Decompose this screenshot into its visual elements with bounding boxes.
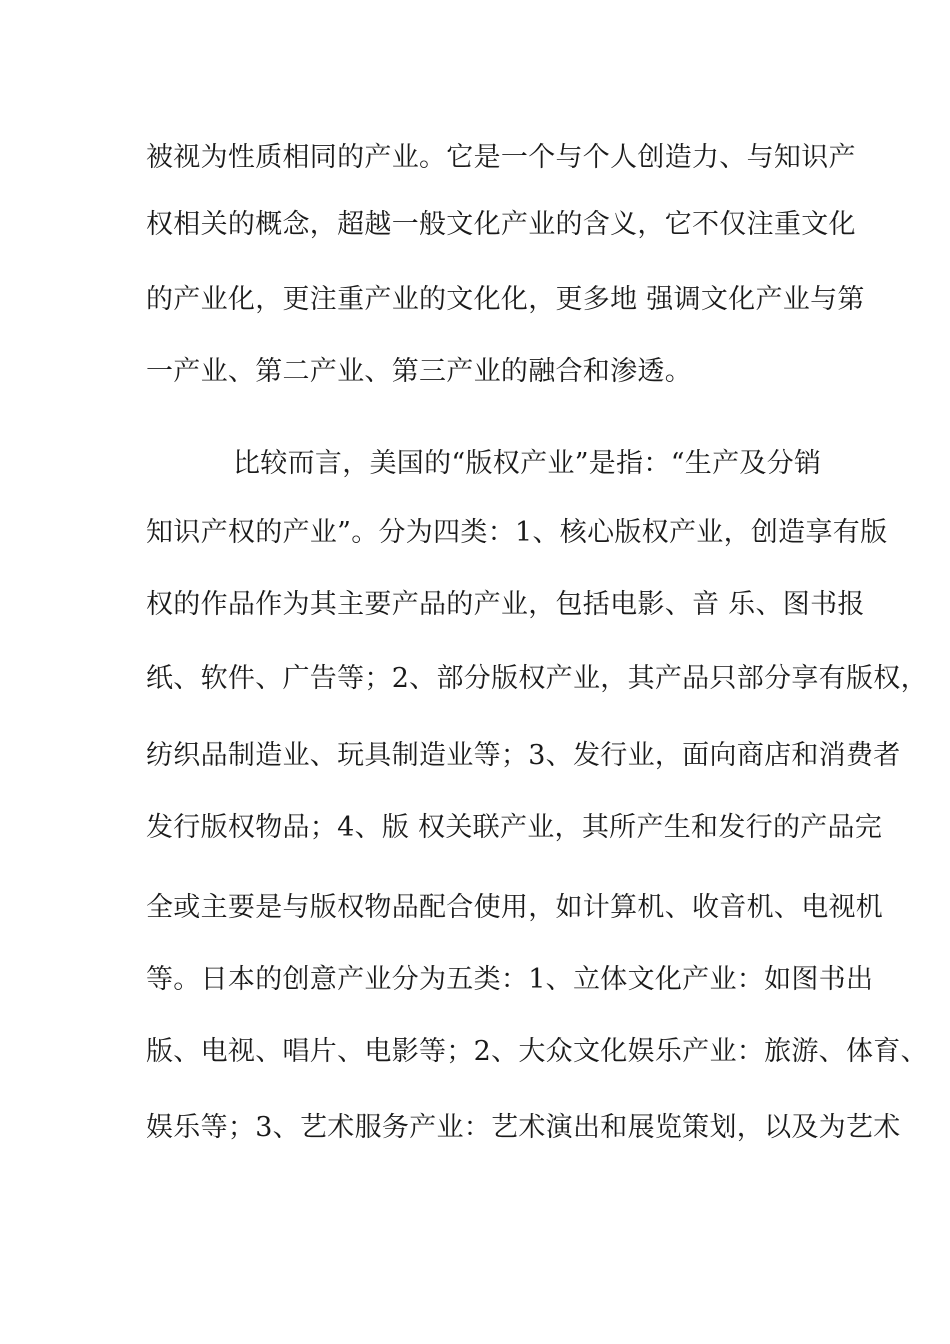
text-line: 比较而言，美国的“版权产业”是指：“生产及分销: [233, 448, 822, 479]
text-line: 娱乐等；3、艺术服务产业：艺术演出和展览策划，以及为艺术: [146, 1112, 901, 1143]
text-line: 纺织品制造业、玩具制造业等；3、发行业，面向商店和消费者: [146, 740, 901, 771]
text-line: 版、电视、唱片、电影等；2、大众文化娱乐产业：旅游、体育、: [146, 1036, 928, 1067]
text-line: 全或主要是与版权物品配合使用，如计算机、收音机、电视机: [146, 892, 884, 923]
text-line: 权的作品作为其主要产品的产业，包括电影、音 乐、图书报: [146, 589, 865, 620]
text-line: 纸、软件、广告等；2、部分版权产业，其产品只部分享有版权，: [146, 663, 928, 694]
text-line: 等。日本的创意产业分为五类：1、立体文化产业：如图书出: [146, 964, 874, 995]
text-line: 知识产权的产业”。分为四类：1、核心版权产业，创造享有版: [146, 517, 888, 548]
text-line: 一产业、第二产业、第三产业的融合和渗透。: [146, 356, 692, 387]
text-line: 权相关的概念，超越一般文化产业的含义，它不仅注重文化: [146, 209, 856, 240]
text-line: 的产业化，更注重产业的文化化，更多地 强调文化产业与第: [146, 284, 865, 315]
text-line: 发行版权物品；4、版 权关联产业，其所产生和发行的产品完: [146, 812, 883, 843]
text-line: 被视为性质相同的产业。它是一个与个人创造力、与知识产: [146, 142, 856, 173]
